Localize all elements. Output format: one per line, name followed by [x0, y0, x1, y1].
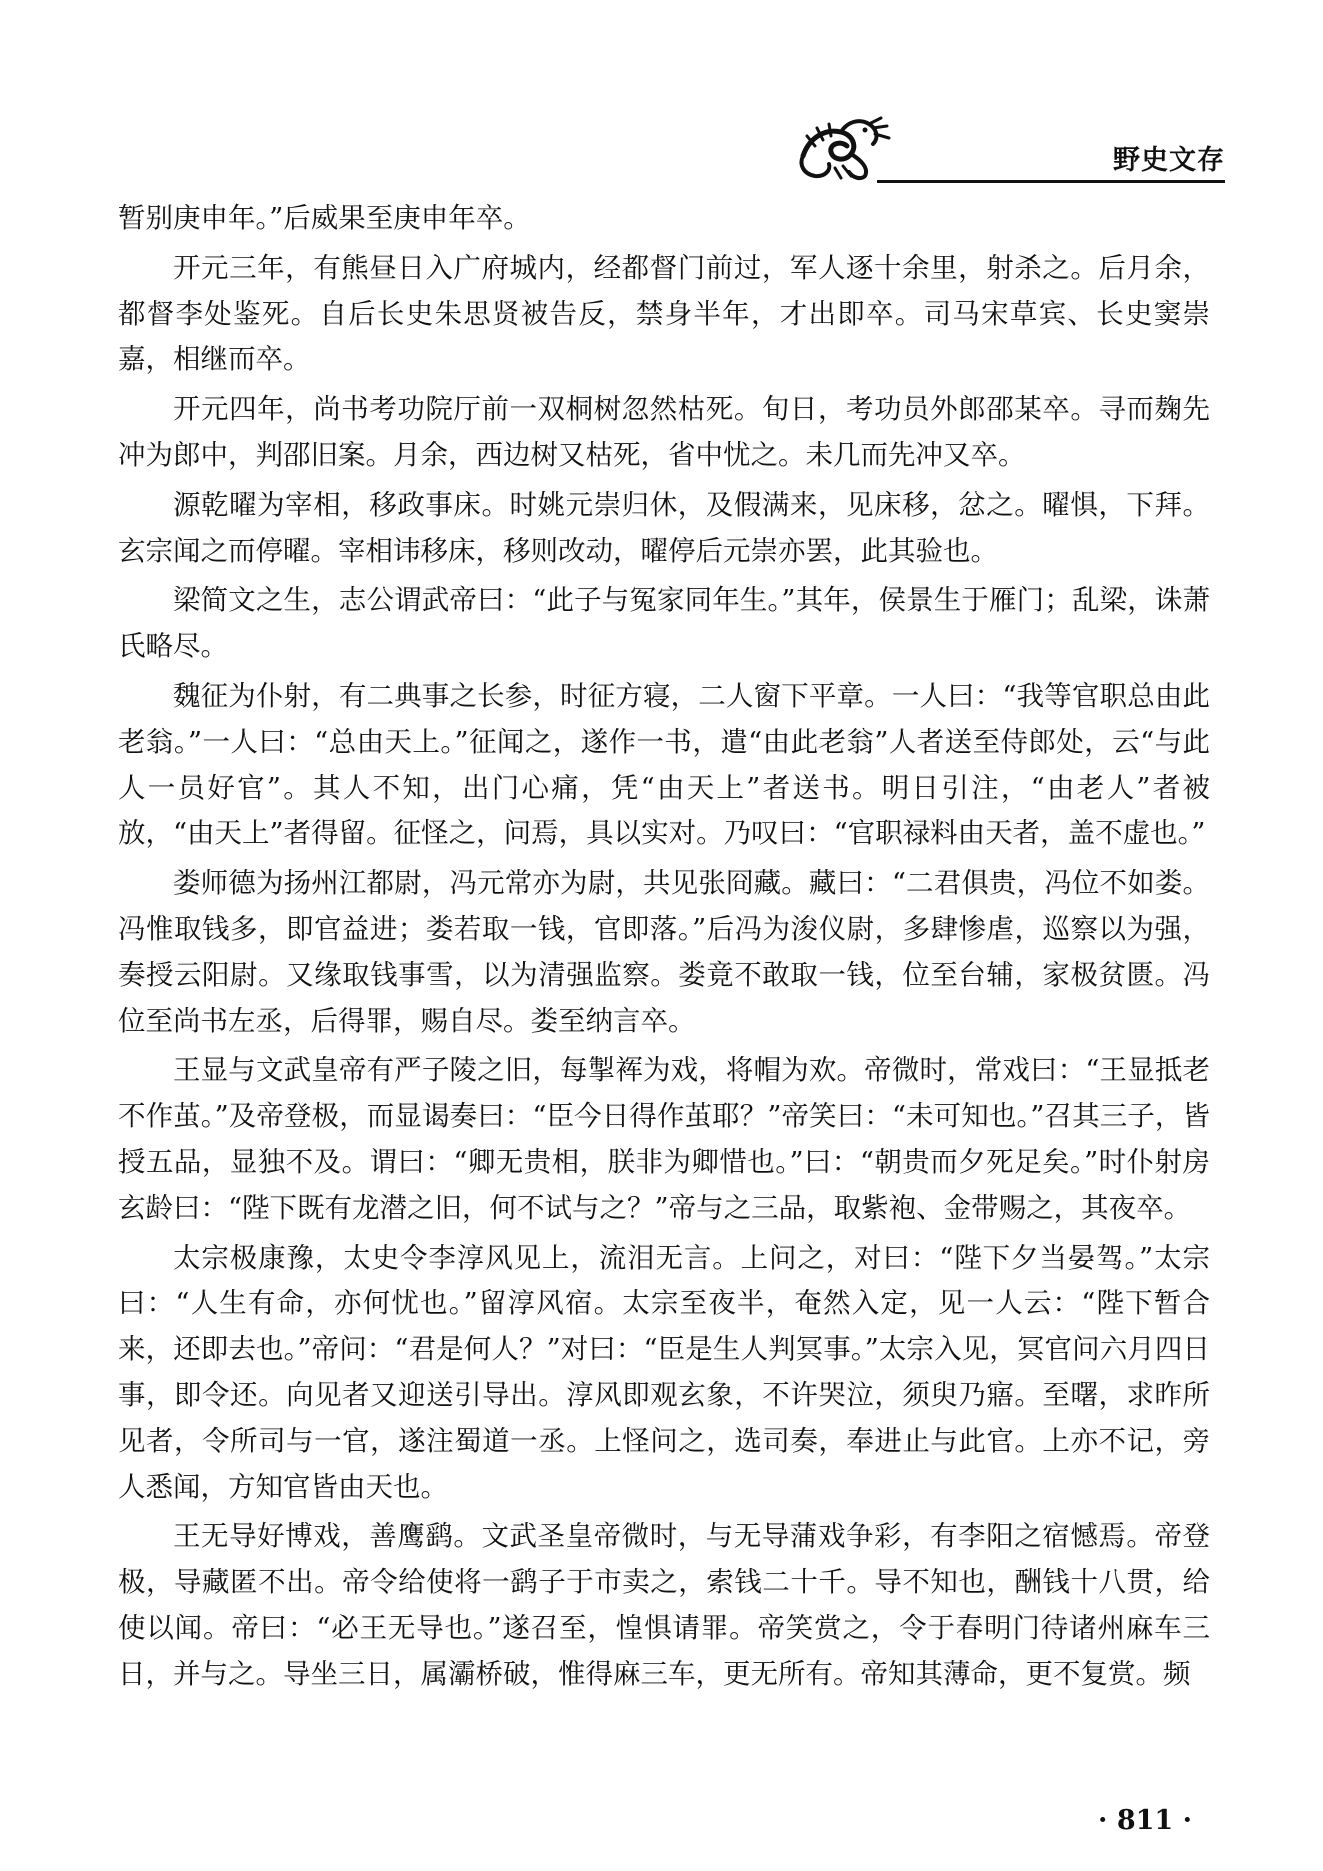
paragraph: 开元四年，尚书考功院厅前一双桐树忽然枯死。旬日，考功员外郎邵某卒。寻而麹先冲为郎中，判邵旧案。月余，西边树又枯死，省中忧之。未几而先冲又卒。	[118, 393, 1210, 471]
paragraph: 王显与文武皇帝有严子陵之旧，每掣裈为戏，将帽为欢。帝微时，常戏曰：“王显抵老不作茧。”及帝登极，而显谒奏曰：“臣今日得作茧耶？”帝笑曰：“未可知也。”召其三子，皆授五品，显独不及。谓曰：“卿无贵相，朕非为卿惜也。”曰：“朝贵而夕死足矣。”时仆射房玄龄曰：“陛下既有龙潜之旧，何不试与之？”帝与之三品，取紫袍、金带赐之，其夜卒。	[118, 1054, 1210, 1224]
paragraph: 开元三年，有熊昼日入广府城内，经都督门前过，军人逐十余里，射杀之。后月余，都督李处鉴死。自后长史朱思贤被告反，禁身半年，才出即卒。司马宋草宾、长史窦崇嘉，相继而卒。	[118, 251, 1210, 376]
paragraph: 梁简文之生，志公谓武帝曰：“此子与冤家同年生。”其年，侯景生于雁门；乱梁，诛萧氏略尽。	[118, 584, 1210, 663]
paragraph: 暂别庚申年。”后威果至庚申年卒。	[118, 202, 531, 234]
paragraph: 魏征为仆射，有二典事之长参，时征方寝，二人窗下平章。一人曰：“我等官职总由此老翁。”一人曰：“总由天上。”征闻之，遂作一书，遣“由此老翁”人者送至侍郎处，云“与此人一员好官”。其人不知，出门心痛，凭“由天上”者送书。明日引注，“由老人”者被放，“由天上”者得留。征怪之，问焉，具以实对。乃叹曰：“官职禄料由天者，盖不虚也。”	[118, 679, 1210, 850]
paragraph: 太宗极康豫，太史令李淳风见上，流泪无言。上问之，对曰：“陛下夕当晏驾。”太宗曰：“人生有命，亦何忧也。”留淳风宿。太宗至夜半，奄然入定，见一人云：“陛下暂合来，还即去也。”帝问：“君是何人？”对曰：“臣是生人判冥事。”太宗入见，冥官问六月四日事，即令还。向见者又迎送引导出。淳风即观玄象，不许哭泣，须臾乃寤。至曙，求昨所见者，令所司与一官，遂注蜀道一丞。上怪问之，选司奏，奉进止与此官。上亦不记，旁人悉闻，方知官皆由天也。	[118, 1241, 1210, 1503]
running-title: 野史文存	[1113, 145, 1225, 176]
paragraph: 娄师德为扬州江都尉，冯元常亦为尉，共见张冏藏。藏曰：“二君俱贵，冯位不如娄。冯惟取钱多，即官益进；娄若取一钱，官即落。”后冯为浚仪尉，多肆惨虐，巡察以为强，奏授云阳尉。又缘取钱事雪，以为清强监察。娄竟不敢取一钱，位至台辅，家极贫匮。冯位至尚书左丞，后得罪，赐自尽。娄至纳言卒。	[118, 867, 1210, 1037]
page-header	[795, 108, 1225, 190]
header-rule	[877, 180, 1225, 183]
paragraph: 王无导好博戏，善鹰鹞。文武圣皇帝微时，与无导蒲戏争彩，有李阳之宿憾焉。帝登极，导藏匿不出。帝令给使将一鹞子于市卖之，索钱二十千。导不知也，酬钱十八贯，给使以闻。帝曰：“必王无导也。”遂召至，惶惧请罪。帝笑赏之，令于春明门待诸州麻车三日，并与之。导坐三日，属灞桥破，惟得麻三车，更无所有。帝知其薄命，更不复赏。频	[118, 1520, 1210, 1690]
page-number: · 811 ·	[1098, 1805, 1192, 1836]
dragon-icon	[795, 116, 891, 182]
body-text	[118, 196, 1210, 1702]
paragraph: 源乾曜为宰相，移政事床。时姚元崇归休，及假满来，见床移，忿之。曜惧，下拜。玄宗闻之而停曜。宰相讳移床，移则改动，曜停后元崇亦罢，此其验也。	[118, 488, 1210, 567]
